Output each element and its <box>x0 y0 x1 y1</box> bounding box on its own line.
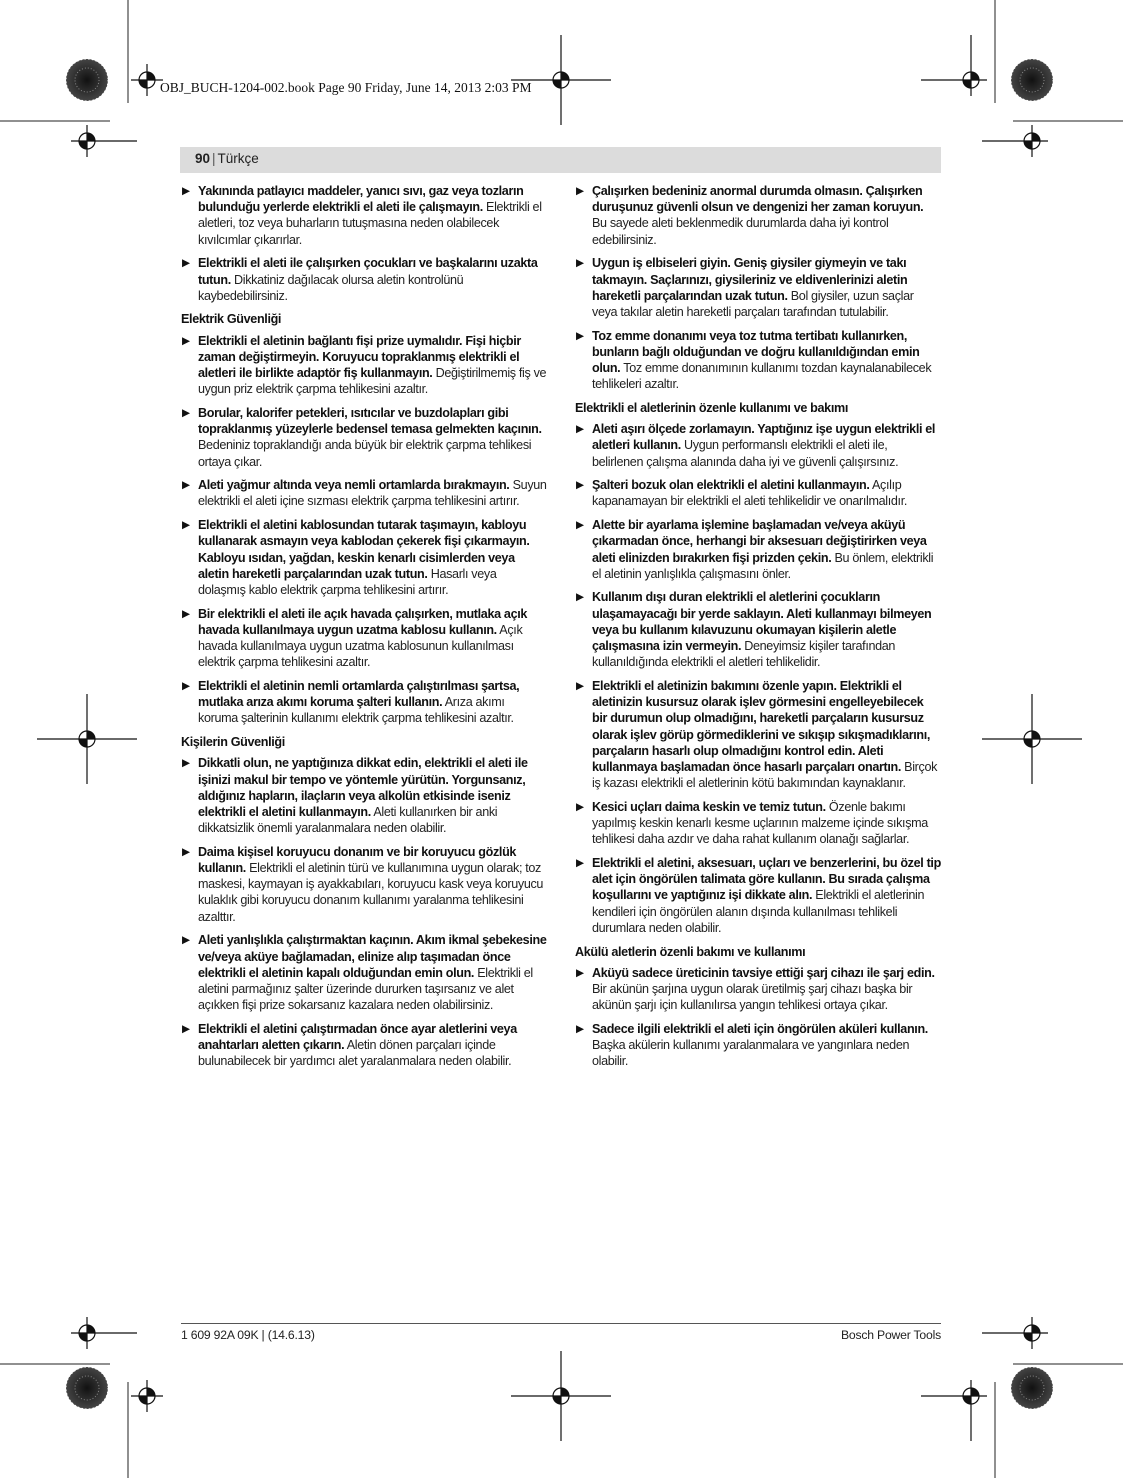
safety-item: ▶ Aküyü sadece üreticinin tavsiye ettiği şarj cihazı ile şarj edin. Bir akünün şarjına uygun olarak üretilmiş şarj cihazı başka bir akünün şarjı için kullanılırsa yangın tehlikesi ortaya çıkar. <box>576 965 935 1013</box>
bullet-arrow-icon: ▶ <box>182 607 190 620</box>
bullet-arrow-icon: ▶ <box>182 757 190 770</box>
color-wheel-mark <box>1011 59 1053 101</box>
safety-item: ▶ Sadece ilgili elektrikli el aleti için öngörülen aküleri kullanın. Başka akülerin kullanımı yaralanmalara ve yangınlara neden olabilir. <box>576 1021 928 1069</box>
safety-item: ▶ Kullanım dışı duran elektrikli el aletlerini çocukların ulaşamayacağı bir yerde saklayın. Aleti kullanmayı bilmeyen veya bu kullanım kılavuzunu okumayan kişilerin aletle çalışmasına izin vermeyin. Deneyimsiz kişiler tarafından kullanıldığında elektrikli el aletleri tehlikelidir. <box>576 590 932 670</box>
safety-item: ▶ Elektrikli el aletini kablosundan tutarak taşımayın, kabloyu kullanarak asmayın veya kablodan çekerek fişi çıkarmayın. Kabloyu ısıdan, yağdan, keskin kenarlı cisimlerden veya aletin hareketli parçalarından uzak tutun. Hasarlı veya dolaşmış kablo elektrik çarpma tehlikesini artırır. <box>182 518 530 597</box>
left-column <box>181 183 547 1077</box>
safety-item: ▶ Elektrikli el aletinizin bakımını özenle yapın. Elektrikli el aletinizin kusursuz olarak işlev görmesini engelleyebilecek bir durumun olup olmadığını, hareketli parçaların kusursuz olarak işlev görüp görmediklerini ve sıkışıp sıkışmadıklarını, parçaların hasarlı olup olmadığını kontrol edin. Aleti kullanmaya başlamadan önce hasarlı parçaları onartın. Birçok iş kazası elektrikli el aletlerinin kötü bakımından kaynaklanır. <box>576 678 938 791</box>
bullet-arrow-icon: ▶ <box>182 406 190 419</box>
bullet-arrow-icon: ▶ <box>182 479 190 492</box>
safety-item: ▶ Elektrikli el aletinin bağlantı fişi prize uymalıdır. Fişi hiçbir zaman değiştirmeyin. Koruyucu topraklanmış elektrikli el aletleri ile birlikte adaptör fiş kullanmayın. Değiştirilmemiş fiş ve uygun priz elektrik çarpma tehlikesini azaltır. <box>182 333 547 397</box>
safety-item: ▶ Yakınında patlayıcı maddeler, yanıcı sıvı, gaz veya tozların bulunduğu yerlerde elektrikli el aleti ile çalışmayın. Elektrikli el aletleri, toz veya buharların tutuşmasına neden olabilecek kıvılcımlar çıkarırlar. <box>182 184 542 247</box>
safety-item: ▶ Aleti yanlışlıkla çalıştırmaktan kaçının. Akım ikmal şebekesine ve/veya aküye bağlamadan, elinize alıp taşımadan önce elektrikli el aletinin kapalı olduğundan emin olun. Elektrikli el aletini parmağınız şalter üzerinde dururken taşırsanız ve alet açıkken fişi prize sokarsanız kazalara neden olabilirsiniz. <box>182 933 547 1013</box>
bullet-arrow-icon: ▶ <box>182 334 190 347</box>
bullet-arrow-icon: ▶ <box>576 329 584 342</box>
section-heading: Kişilerin Güvenliği <box>181 735 285 750</box>
page-number: 90 <box>195 151 211 166</box>
language-label: Türkçe <box>217 151 259 166</box>
bullet-arrow-icon: ▶ <box>576 800 584 813</box>
page-header: 90 | Türkçe <box>180 147 941 173</box>
safety-item: ▶ Elektrikli el aletini çalıştırmadan önce ayar aletlerini veya anahtarları aletten çıkarın. Aletin dönen parçaları içinde bulunabilecek bir yardımcı alet yaralanmalara neden olabilir. <box>182 1021 517 1069</box>
bullet-arrow-icon: ▶ <box>576 185 584 197</box>
safety-item: ▶ Uygun iş elbiseleri giyin. Geniş giysiler giymeyin ve takı takmayın. Saçlarınızı, giysileriniz ve eldivenlerinizi aletin hareketli parçalarından uzak tutun. Bol giysiler, uzun saçlar veya takılar aletin hareketli parçaları tarafından tutulabilir. <box>576 256 914 319</box>
safety-item: ▶ Aleti yağmur altında veya nemli ortamlarda bırakmayın. Suyun elektrikli el aleti içine sızması elektrik çarpma tehlikesini artırır. <box>182 478 547 509</box>
bullet-arrow-icon: ▶ <box>182 1022 190 1035</box>
safety-item: ▶ Çalışırken bedeniniz anormal durumda olmasın. Çalışırken duruşunuz güvenli olsun ve dengenizi her zaman koruyun. Bu sayede aleti beklenmedik durumlarda daha iyi kontrol edebilirsiniz. <box>576 184 924 247</box>
safety-item: ▶ Borular, kalorifer petekleri, ısıtıcılar ve buzdolapları gibi topraklanmış yüzeylerle bedensel temasa gelmekten kaçının. Bedeniniz topraklandığı anda büyük bir elektrik çarpma tehlikesi ortaya çıkar. <box>182 405 542 469</box>
bullet-arrow-icon: ▶ <box>182 519 190 532</box>
bullet-arrow-icon: ▶ <box>576 1022 584 1035</box>
safety-item: ▶ Dikkatli olun, ne yaptığınıza dikkat edin, elektrikli el aleti ile işinizi makul bir tempo ve yöntemle yürütün. Yorgunsanız, aldığınız hapların, ilaçların veya alkolün etkisinde iseniz elektrikli el aletini kullanmayın. Aleti kullanırken bir anki dikkatsizlik önemli yaralanmalara neden olabilir. <box>182 756 528 836</box>
bullet-arrow-icon: ▶ <box>576 679 584 692</box>
bullet-arrow-icon: ▶ <box>182 257 190 270</box>
safety-item: ▶ Alette bir ayarlama işlemine başlamadan ve/veya aküyü çıkarmadan önce, herhangi bir aksesuarı değiştirirken veya aleti elinizden bırakırken fişi prizden çekin. Bu önlem, elektrikli el aletinin yanlışlıkla çalışmasını önler. <box>576 518 934 581</box>
footer-brand: Bosch Power Tools <box>840 1328 941 1342</box>
page-footer <box>181 1323 941 1342</box>
section-heading: Akülü aletlerin özenli bakımı ve kullanımı <box>575 944 806 959</box>
bullet-arrow-icon: ▶ <box>576 479 584 492</box>
bullet-arrow-icon: ▶ <box>576 966 584 979</box>
safety-item: ▶ Elektrikli el aletinin nemli ortamlarda çalıştırılması şartsa, mutlaka arıza akımı koruma şalteri kullanın. Arıza akımı koruma şalterinin kullanımı elektrik çarpma tehlikesini azaltır. <box>182 678 520 726</box>
bullet-arrow-icon: ▶ <box>576 257 584 270</box>
safety-item: ▶ Şalteri bozuk olan elektrikli el aletini kullanmayın. Açılıp kapanamayan bir elektrikli el aleti tehlikelidir ve onarılmalıdır. <box>576 478 907 509</box>
safety-item: ▶ Daima kişisel koruyucu donanım ve bir koruyucu gözlük kullanın. Elektrikli el aletinin türü ve kullanımına uygun olarak; toz maskesi, kaymayan iş ayakkabıları, koruyucu kask veya koruyucu kulaklık gibi koruyucu donanım kullanımı yaralanma tehlikesini azalttır. <box>182 844 544 924</box>
bullet-arrow-icon: ▶ <box>576 857 584 870</box>
bullet-arrow-icon: ▶ <box>182 679 190 692</box>
color-wheel-mark <box>66 59 108 101</box>
section-heading: Elektrik Güvenliği <box>181 312 282 327</box>
right-column <box>575 183 941 1077</box>
color-wheel-mark <box>1011 1367 1053 1409</box>
safety-item: ▶ Toz emme donanımı veya toz tutma tertibatı kullanırken, bunların bağlı olduğundan ve doğru kullanıldığından emin olun. Toz emme donanımının kullanımı tozdan kaynalanabilecek tehlikeleri azaltır. <box>576 328 932 392</box>
safety-item: ▶ Bir elektrikli el aleti ile açık havada çalışırken, mutlaka açık havada kullanılmaya uygun uzatma kablosu kullanın. Açık havada kullanılmaya uygun uzatma kablosunun kullanılması elektrik çarpma tehlikesini azaltır. <box>182 606 528 670</box>
color-wheel-mark <box>66 1367 108 1409</box>
safety-item: ▶ Elektrikli el aletini, aksesuarı, uçları ve benzerlerini, bu özel tip alet için öngörülen talimata göre kullanın. Bu sırada çalışma koşullarını ve yaptığınız işi dikkate alın. Elektrikli el aletlerinin kendileri için öngörülen alanın dışında kullanılması tehlikeli durumlara neden olabilir. <box>576 856 941 935</box>
safety-item: ▶ Elektrikli el aleti ile çalışırken çocukları ve başkalarını uzakta tutun. Dikkatiniz dağılacak olursa aletin kontrolünü kaybedebilirsiniz. <box>182 256 538 303</box>
bullet-arrow-icon: ▶ <box>182 934 190 947</box>
safety-item: ▶ Kesici uçları daima keskin ve temiz tutun. Özenle bakımı yapılmış keskin kenarlı kesme uçlarının malzeme içinde sıkışma tehlikesi daha azdır ve daha rahat kullanım olanağı sağlarlar. <box>576 799 928 847</box>
bullet-arrow-icon: ▶ <box>576 591 584 604</box>
section-heading: Elektrikli el aletlerinin özenle kullanımı ve bakımı <box>575 400 848 415</box>
book-file-header: OBJ_BUCH-1204-002.book Page 90 Friday, June 14, 2013 2:03 PM <box>160 80 532 95</box>
bullet-arrow-icon: ▶ <box>576 519 584 532</box>
bullet-arrow-icon: ▶ <box>182 185 190 197</box>
bullet-arrow-icon: ▶ <box>576 423 584 436</box>
bullet-arrow-icon: ▶ <box>182 845 190 858</box>
safety-item: ▶ Aleti aşırı ölçede zorlamayın. Yaptığınız işe uygun elektrikli el aletleri kullanın. Uygun performanslı elektrikli el aleti ile, belirlenen çalışma alanında daha iyi ve güvenli çalışırsınız. <box>576 422 936 469</box>
footer-document-code: 1 609 92A 09K | (14.6.13) <box>181 1328 315 1342</box>
